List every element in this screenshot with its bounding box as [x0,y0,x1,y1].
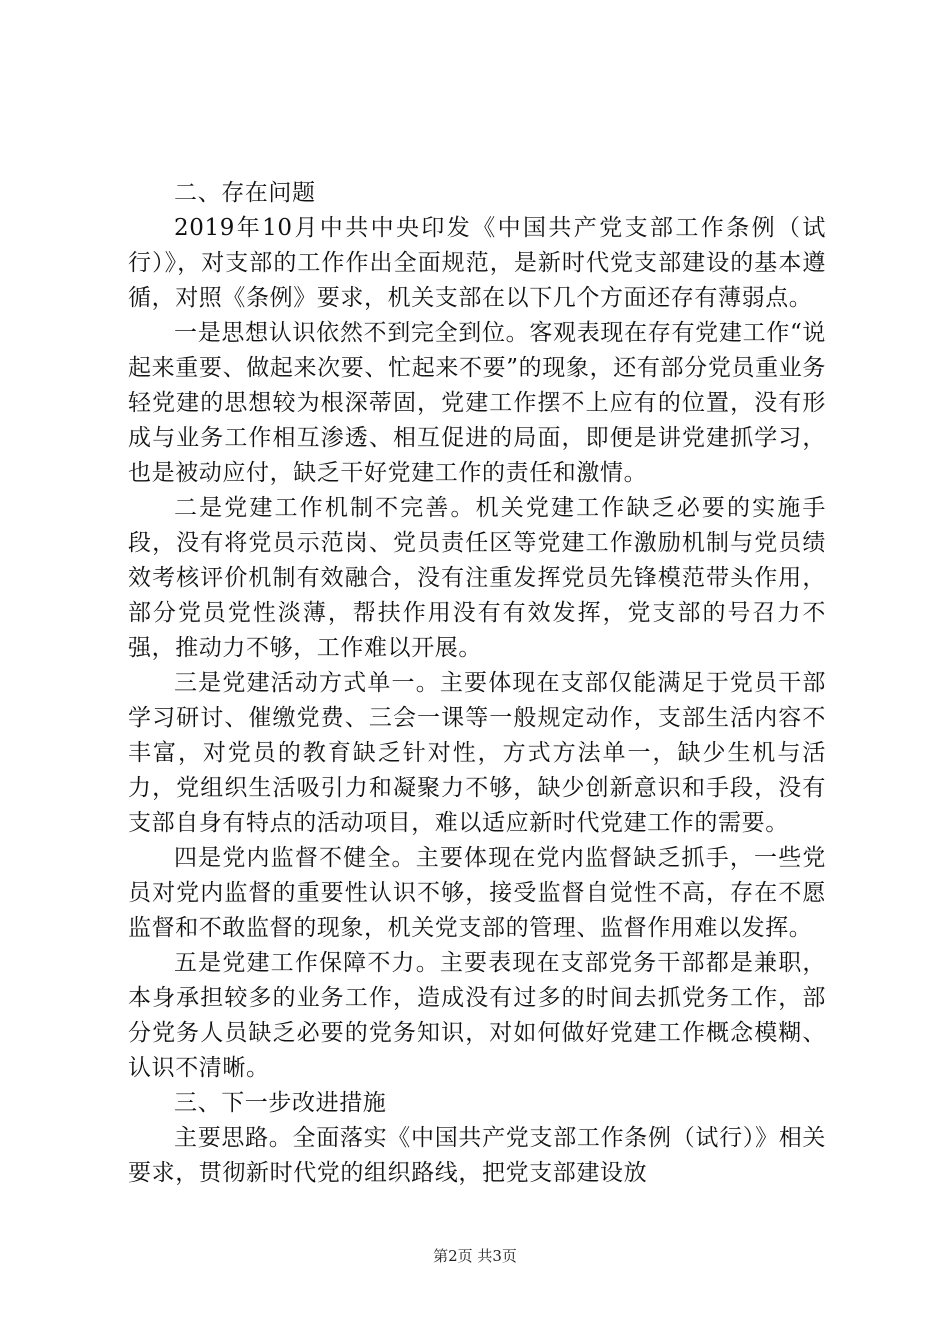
paragraph-problem-3: 三是党建活动方式单一。主要体现在支部仅能满足于党员干部学习研讨、催缴党费、三会一课等一般规定动作，支部生活内容不丰富，对党员的教育缺乏针对性，方式方法单一，缺少生机与活力，党组织生活吸引力和凝聚力不够，缺少创新意识和手段，没有支部自身有特点的活动项目，难以适应新时代党建工作的需要。 [128,670,826,836]
document-body [128,176,826,1191]
paragraph-intro: 2019年10月中共中央印发《中国共产党支部工作条例（试行）》，对支部的工作作出全面规范，是新时代党支部建设的基本遵循，对照《条例》要求，机关支部在以下几个方面还存有薄弱点。 [128,215,826,311]
section-heading-measures: 三、下一步改进措施 [174,1090,387,1116]
paragraph-problem-5: 五是党建工作保障不力。主要表现在支部党务干部都是兼职，本身承担较多的业务工作，造成没有过多的时间去抓党务工作，部分党务人员缺乏必要的党务知识，对如何做好党建工作概念模糊、认识不清晰。 [128,950,826,1081]
paragraph-problem-2: 二是党建工作机制不完善。机关党建工作缺乏必要的实施手段，没有将党员示范岗、党员责任区等党建工作激励机制与党员绩效考核评价机制有效融合，没有注重发挥党员先锋模范带头作用，部分党员党性淡薄，帮扶作用没有有效发挥，党支部的号召力不强，推动力不够，工作难以开展。 [128,495,826,661]
paragraph-problem-4: 四是党内监督不健全。主要体现在党内监督缺乏抓手，一些党员对党内监督的重要性认识不够，接受监督自觉性不高，存在不愿监督和不敢监督的现象，机关党支部的管理、监督作用难以发挥。 [128,845,826,941]
page-number-footer: 第2页 共3页 [433,1247,517,1265]
paragraph-main-idea: 主要思路。全面落实《中国共产党支部工作条例（试行）》相关要求，贯彻新时代党的组织路线，把党支部建设放 [128,1125,826,1186]
paragraph-problem-1: 一是思想认识依然不到完全到位。客观表现在存有党建工作“说起来重要、做起来次要、忙起来不要”的现象，还有部分党员重业务轻党建的思想较为根深蒂固，党建工作摆不上应有的位置，没有形成与业务工作相互渗透、相互促进的局面，即便是讲党建抓学习，也是被动应付，缺乏干好党建工作的责任和激情。 [128,320,826,486]
section-heading-problems: 二、存在问题 [174,180,316,206]
